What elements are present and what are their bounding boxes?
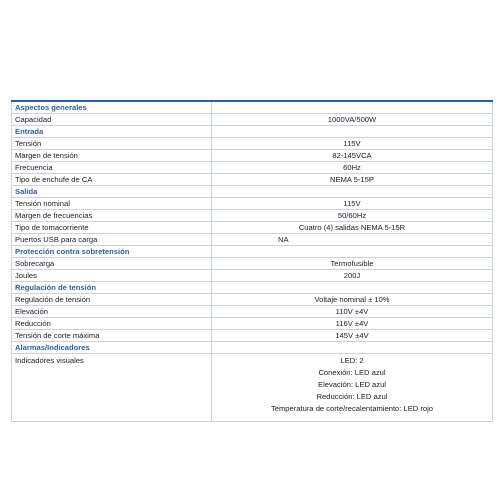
table-row — [12, 150, 493, 162]
row-value: NEMA 5-15P — [212, 174, 493, 186]
indicator-item: Elevación: LED azul — [318, 380, 386, 390]
table-row — [12, 330, 493, 342]
indicator-item: LED: 2 — [340, 356, 364, 365]
row-value: NA — [212, 234, 493, 246]
row-value: 115V — [212, 138, 493, 150]
row-label: Elevación — [12, 306, 212, 318]
section-spacer — [212, 246, 493, 258]
row-value: 60Hz — [212, 162, 493, 174]
row-label: Tipo de tomacorriente — [12, 222, 212, 234]
row-value: 1000VA/500W — [212, 114, 493, 126]
indicator-item: Reducción: LED azul — [316, 392, 388, 402]
table-row — [12, 294, 493, 306]
section-header-alarmas — [12, 342, 493, 354]
table-row — [12, 114, 493, 126]
section-header-salida — [12, 186, 493, 198]
row-value: 116V ±4V — [212, 318, 493, 330]
table-row — [12, 138, 493, 150]
section-title: Alarmas/Indicadores — [12, 342, 212, 354]
table-row — [12, 258, 493, 270]
table-row — [12, 306, 493, 318]
row-label: Regulación de tensión — [12, 294, 212, 306]
row-label: Frecuencia — [12, 162, 212, 174]
table-row — [12, 198, 493, 210]
row-label: Sobrecarga — [12, 258, 212, 270]
section-spacer — [212, 126, 493, 138]
section-title: Entrada — [12, 126, 212, 138]
section-title: Protección contra sobretensión — [12, 246, 212, 258]
table-row — [12, 222, 493, 234]
row-value: 200J — [212, 270, 493, 282]
row-value-list — [212, 354, 493, 422]
spec-table — [11, 100, 493, 422]
row-label: Tensión — [12, 138, 212, 150]
row-label: Reducción — [12, 318, 212, 330]
row-label: Puertos USB para carga — [12, 234, 212, 246]
row-label: Joules — [12, 270, 212, 282]
row-value: Termofusible — [212, 258, 493, 270]
section-header-general — [12, 101, 493, 114]
table-row — [12, 174, 493, 186]
row-value: Voltaje nominal ± 10% — [212, 294, 493, 306]
section-spacer — [212, 342, 493, 354]
indicator-item: Conexión: LED azul — [318, 368, 386, 378]
row-value: 50/60Hz — [212, 210, 493, 222]
row-value: 145V ±4V — [212, 330, 493, 342]
table-row — [12, 270, 493, 282]
row-value: 82-145VCA — [212, 150, 493, 162]
row-label: Capacidad — [12, 114, 212, 126]
indicator-item: Temperatura de corte/recalentamiento: LED rojo — [270, 404, 434, 414]
row-value: 115V — [212, 198, 493, 210]
section-spacer — [212, 101, 493, 114]
table-row — [12, 210, 493, 222]
section-header-proteccion — [12, 246, 493, 258]
section-title: Salida — [12, 186, 212, 198]
table-row — [12, 234, 493, 246]
row-value: Cuatro (4) salidas NEMA 5-15R — [212, 222, 493, 234]
table-row — [12, 318, 493, 330]
row-label: Indicadores visuales — [12, 354, 212, 422]
table-row — [12, 162, 493, 174]
indicator-list — [212, 357, 492, 413]
row-label: Tensión de corte máxima — [12, 330, 212, 342]
row-label: Margen de frecuencias — [12, 210, 212, 222]
row-label: Margen de tensión — [12, 150, 212, 162]
section-title: Regulación de tensión — [12, 282, 212, 294]
row-label: Tensión nominal — [12, 198, 212, 210]
section-header-entrada — [12, 126, 493, 138]
section-spacer — [212, 186, 493, 198]
section-spacer — [212, 282, 493, 294]
row-value: 110V ±4V — [212, 306, 493, 318]
row-label: Tipo de enchufe de CA — [12, 174, 212, 186]
section-title: Aspectos generales — [12, 101, 212, 114]
section-header-regulacion — [12, 282, 493, 294]
table-row — [12, 354, 493, 422]
